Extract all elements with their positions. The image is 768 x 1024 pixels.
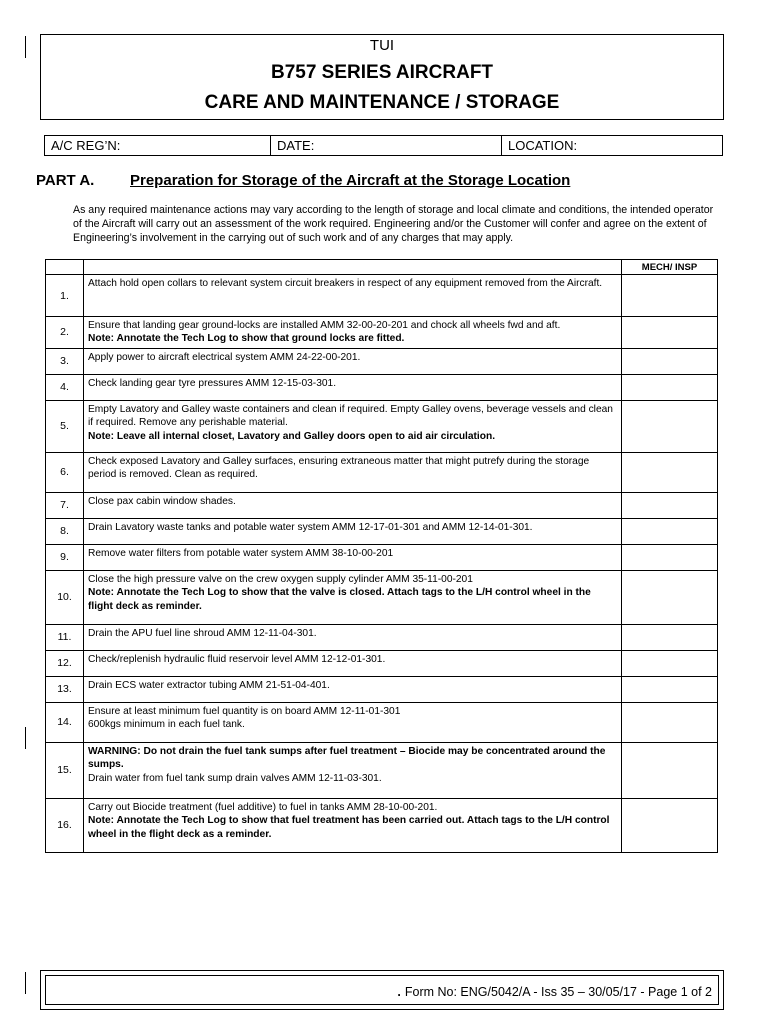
part-label: PART A. [36, 172, 95, 189]
task-number: 13. [46, 676, 84, 702]
document-title-line-1: B757 SERIES AIRCRAFT [270, 62, 494, 83]
task-note: WARNING: Do not drain the fuel tank sumps after fuel treatment – Biocide may be concentrated around the sumps. [88, 745, 606, 771]
header-mech-insp: MECH/ INSP [622, 260, 718, 275]
table-row [46, 400, 718, 452]
revision-bar [25, 727, 26, 749]
revision-bar [25, 972, 26, 994]
task-number: 4. [46, 374, 84, 400]
mech-insp-signoff-cell[interactable] [622, 348, 718, 374]
mech-insp-signoff-cell[interactable] [622, 676, 718, 702]
task-description [84, 452, 622, 492]
table-row [46, 650, 718, 676]
table-row [46, 676, 718, 702]
mech-insp-signoff-cell[interactable] [622, 317, 718, 349]
task-description [84, 348, 622, 374]
task-instruction: Drain water from fuel tank sump drain valves AMM 12-11-03-301. [88, 772, 382, 784]
task-instruction: 600kgs minimum in each fuel tank. [88, 719, 245, 731]
task-instruction: Check exposed Lavatory and Galley surfaces, ensuring extraneous matter that might putrefy during the storage period is removed. Clean as required. [88, 455, 590, 481]
mech-insp-signoff-cell[interactable] [622, 400, 718, 452]
task-number: 2. [46, 317, 84, 349]
intro-paragraph: As any required maintenance actions may vary according to the length of storage and local climate and conditions, the intended operator of the Aircraft will carry out an assessment of the work required. Engineering and/or the Customer will confer and agree on the extent of Engineering’s involvement in the carrying out of such work and of any charges that may apply. [73, 204, 714, 244]
footer [40, 970, 724, 1010]
table-row [46, 742, 718, 798]
task-description [84, 570, 622, 624]
revision-bar [25, 36, 26, 58]
task-number: 9. [46, 544, 84, 570]
table-row [46, 317, 718, 349]
mech-insp-signoff-cell[interactable] [622, 624, 718, 650]
mech-insp-signoff-cell[interactable] [622, 492, 718, 518]
task-instruction: Empty Lavatory and Galley waste containers and clean if required. Empty Galley ovens, beverage vessels and clean if required. Remove any perishable material. [88, 403, 613, 429]
mech-insp-signoff-cell[interactable] [622, 275, 718, 317]
task-number: 14. [46, 702, 84, 742]
task-instruction: Carry out Biocide treatment (fuel additive) to fuel in tanks AMM 28-10-00-201. [88, 801, 438, 813]
task-instruction: Drain the APU fuel line shroud AMM 12-11-04-301. [88, 627, 317, 639]
task-number: 6. [46, 452, 84, 492]
task-description [84, 544, 622, 570]
task-instruction: Remove water filters from potable water system AMM 38-10-00-201 [88, 547, 394, 559]
title-block [40, 34, 724, 120]
task-description [84, 742, 622, 798]
task-number: 12. [46, 650, 84, 676]
header-description [84, 260, 622, 275]
task-description [84, 518, 622, 544]
task-number: 15. [46, 742, 84, 798]
aircraft-info-table [44, 135, 723, 156]
location-field[interactable]: LOCATION: [502, 136, 723, 156]
task-instruction: Ensure that landing gear ground-locks are installed AMM 32-00-20-201 and chock all wheels fwd and aft. [88, 320, 561, 331]
part-title: Preparation for Storage of the Aircraft at the Storage Location [130, 172, 571, 189]
task-description [84, 317, 622, 349]
task-table [45, 259, 718, 853]
mech-insp-signoff-cell[interactable] [622, 452, 718, 492]
table-row [46, 452, 718, 492]
mech-insp-signoff-cell[interactable] [622, 570, 718, 624]
table-row [46, 374, 718, 400]
task-description [84, 702, 622, 742]
mech-insp-signoff-cell[interactable] [622, 702, 718, 742]
table-row [46, 518, 718, 544]
form-reference [397, 985, 712, 999]
task-number: 16. [46, 798, 84, 852]
task-number: 1. [46, 275, 84, 317]
task-note: Note: Annotate the Tech Log to show that fuel treatment has been carried out. Attach tags to the L/H control wheel in the flight deck as a reminder. [88, 815, 610, 840]
task-description [84, 676, 622, 702]
table-row [46, 570, 718, 624]
task-instruction: Close pax cabin window shades. [88, 495, 236, 507]
task-number: 10. [46, 570, 84, 624]
task-note: Note: Leave all internal closet, Lavatory and Galley doors open to aid air circulation. [88, 430, 496, 442]
task-instruction: Drain Lavatory waste tanks and potable water system AMM 12-17-01-301 and AMM 12-14-01-301. [88, 521, 533, 533]
reg-field[interactable]: A/C REG’N: [45, 136, 271, 156]
task-number: 5. [46, 400, 84, 452]
document-title-line-2: CARE AND MAINTENANCE / STORAGE [204, 92, 560, 113]
table-row [46, 798, 718, 852]
task-note: Note: Annotate the Tech Log to show that ground locks are fitted. [88, 333, 405, 345]
task-description [84, 798, 622, 852]
task-instruction: Close the high pressure valve on the crew oxygen supply cylinder AMM 35-11-00-201 [88, 573, 473, 585]
task-description [84, 275, 622, 317]
mech-insp-signoff-cell[interactable] [622, 544, 718, 570]
mech-insp-signoff-cell[interactable] [622, 798, 718, 852]
task-number: 11. [46, 624, 84, 650]
task-instruction: Check landing gear tyre pressures AMM 12-15-03-301. [88, 377, 337, 389]
task-instruction: Ensure at least minimum fuel quantity is on board AMM 12-11-01-301 [88, 705, 401, 717]
form-number: Form No: ENG/5042/A - Iss 35 – 30/05/17 - Page 1 of 2 [404, 985, 712, 999]
task-number: 8. [46, 518, 84, 544]
task-instruction: Check/replenish hydraulic fluid reservoir level AMM 12-12-01-301. [88, 653, 386, 665]
task-description [84, 400, 622, 452]
mech-insp-signoff-cell[interactable] [622, 742, 718, 798]
task-number: 3. [46, 348, 84, 374]
task-description [84, 624, 622, 650]
date-field[interactable]: DATE: [271, 136, 502, 156]
table-row [46, 348, 718, 374]
task-description [84, 492, 622, 518]
table-header-row [46, 260, 718, 275]
organization-name: TUI [369, 37, 395, 54]
task-description [84, 650, 622, 676]
task-instruction: Drain ECS water extractor tubing AMM 21-51-04-401. [88, 679, 330, 691]
table-row [46, 492, 718, 518]
footer-dot: . [397, 985, 401, 999]
table-row [46, 275, 718, 317]
task-note: Note: Annotate the Tech Log to show that the valve is closed. Attach tags to the L/H control wheel in the flight deck as reminder. [88, 587, 591, 612]
footer-inner-frame [45, 975, 719, 1005]
task-instruction: Apply power to aircraft electrical system AMM 24-22-00-201. [88, 351, 361, 363]
header-num [46, 260, 84, 275]
table-row [46, 544, 718, 570]
table-row [46, 702, 718, 742]
mech-insp-signoff-cell[interactable] [622, 374, 718, 400]
mech-insp-signoff-cell[interactable] [622, 518, 718, 544]
task-description [84, 374, 622, 400]
task-instruction: Attach hold open collars to relevant system circuit breakers in respect of any equipment removed from the Aircraft. [88, 278, 603, 289]
table-row [46, 624, 718, 650]
task-number: 7. [46, 492, 84, 518]
mech-insp-signoff-cell[interactable] [622, 650, 718, 676]
